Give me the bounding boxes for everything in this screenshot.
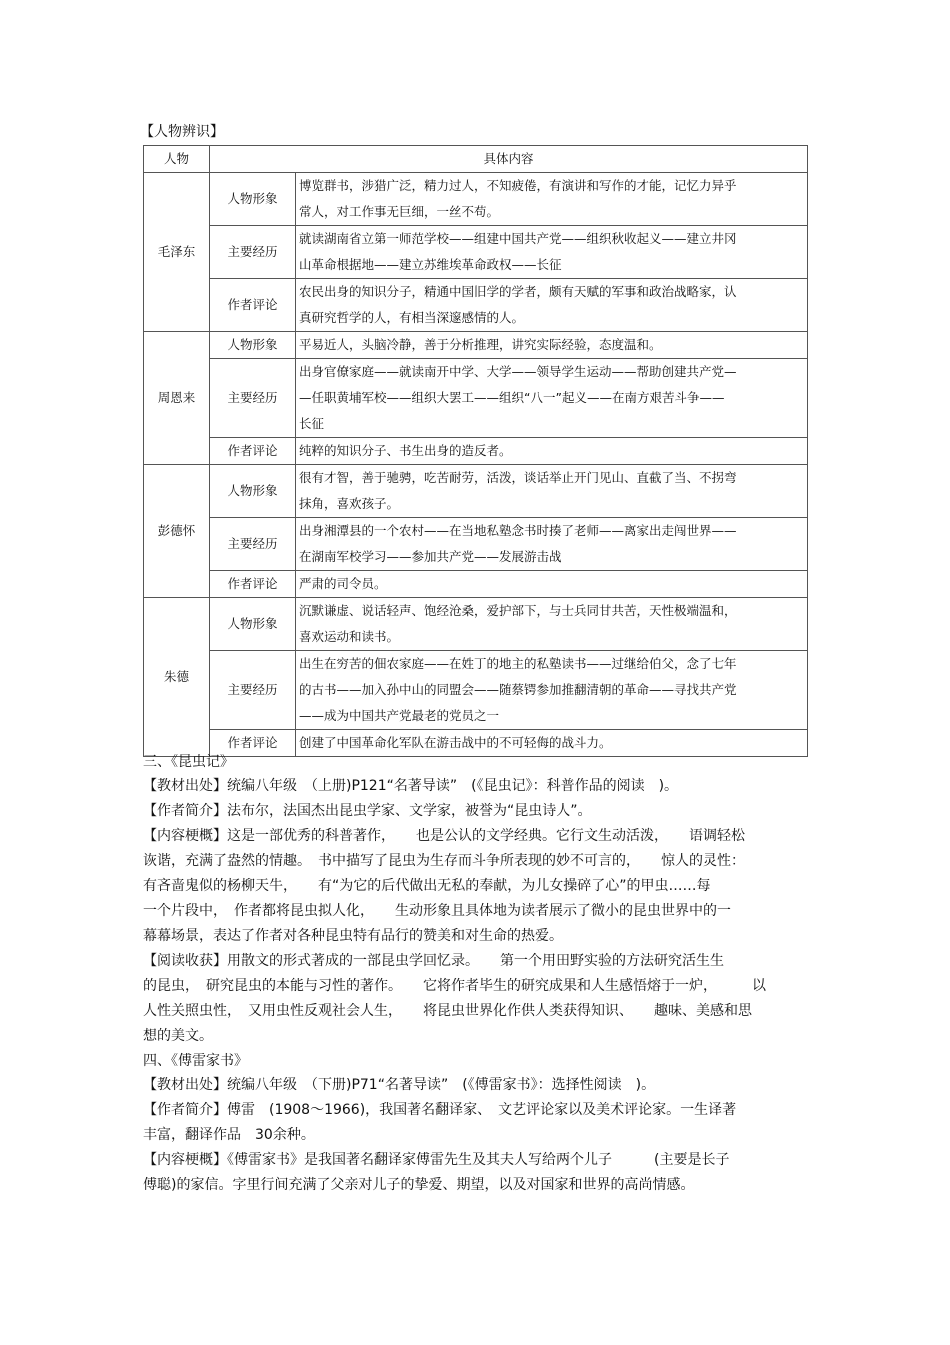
person-name: 毛泽东 (144, 173, 210, 332)
paragraph-content-summary: 【内容梗概】《傅雷家书》是我国著名翻译家傅雷先生及其夫人写给两个儿子 (主要是长子 傅聪)的家信。字里行间充满了父亲对儿子的挚爱、期望，以及对国家和世界的高尚情感。 (143, 1152, 730, 1193)
content-cell: 出身湘潭县的一个农村——在当地私塾念书时揍了老师——离家出走闯世界—— 在湖南军校学习——参加共产党——发展游击战 (296, 518, 808, 571)
table-row (144, 226, 808, 279)
table-row (144, 518, 808, 571)
table-row (144, 173, 808, 226)
content-cell: 出身官僚家庭——就读南开中学、大学——领导学生运动——帮助创建共产党— —任职黄埔军校——组织大罢工——组织“八一”起义——在南方艰苦斗争—— 长征 (296, 359, 808, 438)
table-row (144, 438, 808, 465)
paragraph-textbook-source: 【教材出处】统编八年级 （上册)P121“名著导读” (《昆虫记》：科普作品的阅读 )。 (143, 778, 679, 794)
paragraph-content-summary: 【内容梗概】这是一部优秀的科普著作， 也是公认的文学经典。它行文生动活泼， 语调轻松 诙谐，充满了盎然的情趣。 书中描写了昆虫为生存而斗争所表现的妙不可言的， 惊人的灵性： 有吝啬鬼似的杨柳天牛， 有“为它的后代做出无私的奉献，为儿女操碎了心”的甲虫……每 一个片段中， 作者都将昆虫拟人化， 生动形象且具体地为读者展示了微小的昆虫世界中的一 幕幕场景，表达了作者对各种昆虫特有品行的赞美和对生命的热爱。 (143, 828, 745, 944)
person-name: 周恩来 (144, 332, 210, 465)
person-table (143, 145, 808, 757)
content-cell: 创建了中国革命化军队在游击战中的不可轻侮的战斗力。 (296, 730, 808, 757)
content-cell: 很有才智，善于驰骋，吃苦耐劳，活泼，谈话举止开门见山、直截了当、不拐弯 抹角，喜欢孩子。 (296, 465, 808, 518)
content-cell: 严肃的司令员。 (296, 571, 808, 598)
table-row (144, 598, 808, 651)
table-header-row (144, 146, 808, 173)
paragraph-author-intro: 【作者简介】法布尔，法国杰出昆虫学家、文学家，被誉为“昆虫诗人”。 (143, 803, 592, 819)
category-cell: 人物形象 (210, 598, 296, 651)
section-title-insect-notes: 三、《昆虫记》 (143, 754, 234, 770)
category-cell: 人物形象 (210, 173, 296, 226)
category-cell: 作者评论 (210, 571, 296, 598)
header-content: 具体内容 (210, 146, 808, 173)
content-cell: 农民出身的知识分子，精通中国旧学的学者，颇有天赋的军事和政治战略家，认 真研究哲学的人，有相当深邃感情的人。 (296, 279, 808, 332)
table-row (144, 571, 808, 598)
paragraph-reading-gains: 【阅读收获】用散文的形式著成的一部昆虫学回忆录。 第一个用田野实验的方法研究活生生 的昆虫， 研究昆虫的本能与习性的著作。 它将作者毕生的研究成果和人生感悟熔于一炉， 以 人性关照虫性， 又用虫性反观社会人生， 将昆虫世界化作供人类获得知识、 趣味、美感和思 想的美文。 (143, 953, 766, 1044)
content-cell: 纯粹的知识分子、书生出身的造反者。 (296, 438, 808, 465)
section-title-fu-lei-letters: 四、《傅雷家书》 (143, 1053, 248, 1069)
category-cell: 人物形象 (210, 465, 296, 518)
section-title-person-identification: 【人物辨识】 (140, 124, 224, 140)
category-cell: 主要经历 (210, 359, 296, 438)
header-person: 人物 (144, 146, 210, 173)
category-cell: 主要经历 (210, 226, 296, 279)
content-cell: 博览群书，涉猎广泛，精力过人，不知疲倦，有演讲和写作的才能，记忆力异乎 常人，对工作事无巨细，一丝不苟。 (296, 173, 808, 226)
table-row (144, 279, 808, 332)
content-cell: 平易近人，头脑冷静，善于分析推理，讲究实际经验，态度温和。 (296, 332, 808, 359)
category-cell: 作者评论 (210, 730, 296, 757)
category-cell: 人物形象 (210, 332, 296, 359)
person-name: 彭德怀 (144, 465, 210, 598)
content-cell: 出生在穷苦的佃农家庭——在姓丁的地主的私塾读书——过继给伯父，念了七年 的古书——加入孙中山的同盟会——随蔡锷参加推翻清朝的革命——寻找共产党 ——成为中国共产党最老的党员之一 (296, 651, 808, 730)
paragraph-author-intro: 【作者简介】傅雷 (1908～1966)，我国著名翻译家、 文艺评论家以及美术评论家。一生译著 丰富，翻译作品 30余种。 (143, 1102, 737, 1143)
table-row (144, 332, 808, 359)
paragraph-textbook-source: 【教材出处】统编八年级 （下册)P71“名著导读” (《傅雷家书》：选择性阅读 )。 (143, 1077, 656, 1093)
category-cell: 作者评论 (210, 438, 296, 465)
category-cell: 作者评论 (210, 279, 296, 332)
content-cell: 沉默谦虚、说话轻声、饱经沧桑，爱护部下，与士兵同甘共苦，天性极端温和， 喜欢运动和读书。 (296, 598, 808, 651)
table-row (144, 465, 808, 518)
table-row (144, 651, 808, 730)
book-sections (143, 750, 813, 1198)
category-cell: 主要经历 (210, 651, 296, 730)
content-cell: 就读湖南省立第一师范学校——组建中国共产党——组织秋收起义——建立井冈 山革命根据地——建立苏维埃革命政权——长征 (296, 226, 808, 279)
table-row (144, 359, 808, 438)
category-cell: 主要经历 (210, 518, 296, 571)
person-name: 朱德 (144, 598, 210, 757)
